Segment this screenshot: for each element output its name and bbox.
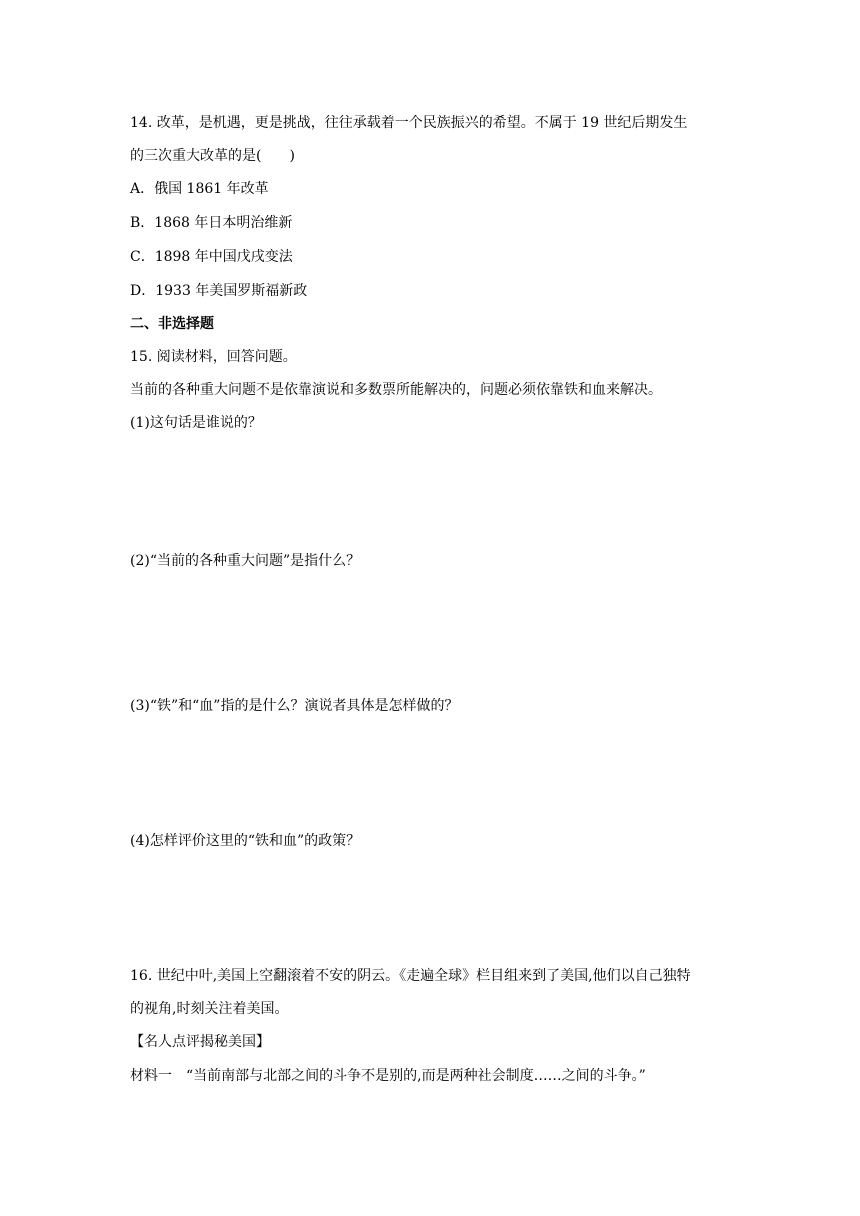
q15-sub-1: (1)这句话是谁说的？ bbox=[130, 415, 262, 431]
q15-material: 当前的各种重大问题不是依靠演说和多数票所能解决的，问题必须依靠铁和血来解决。 bbox=[130, 382, 662, 398]
q16-stem-line2: 的视角,时刻关注着美国。 bbox=[130, 1001, 289, 1017]
section-heading: 二、非选择题 bbox=[130, 316, 214, 332]
q14-option-c: C．1898 年中国戊戌变法 bbox=[130, 249, 293, 265]
q14-option-a: A．俄国 1861 年改革 bbox=[130, 181, 269, 197]
q15-sub-2: (2)“当前的各种重大问题”是指什么？ bbox=[130, 553, 361, 569]
q14-option-d: D．1933 年美国罗斯福新政 bbox=[130, 283, 308, 299]
q15-sub-3: (3)“铁”和“血”指的是什么？演说者具体是怎样做的？ bbox=[130, 698, 459, 714]
q16-heading: 【名人点评揭秘美国】 bbox=[130, 1034, 270, 1050]
q15-sub-4: (4)怎样评价这里的“铁和血”的政策？ bbox=[130, 833, 361, 849]
q16-material1: 材料一 “当前南部与北部之间的斗争不是别的,而是两种社会制度……之间的斗争。” bbox=[130, 1068, 646, 1084]
q16-stem-line1: 16. 世纪中叶,美国上空翻滚着不安的阴云。《走遍全球》栏目组来到了美国,他们以自己独特 bbox=[130, 968, 691, 984]
q14-option-b: B．1868 年日本明治维新 bbox=[130, 215, 293, 231]
q14-stem-line1: 14. 改革，是机遇，更是挑战，往往承载着一个民族振兴的希望。不属于 19 世纪后期发生 bbox=[130, 115, 688, 131]
q15-stem: 15. 阅读材料，回答问题。 bbox=[130, 349, 297, 365]
q14-stem-line2: 的三次重大改革的是( ) bbox=[130, 148, 295, 164]
